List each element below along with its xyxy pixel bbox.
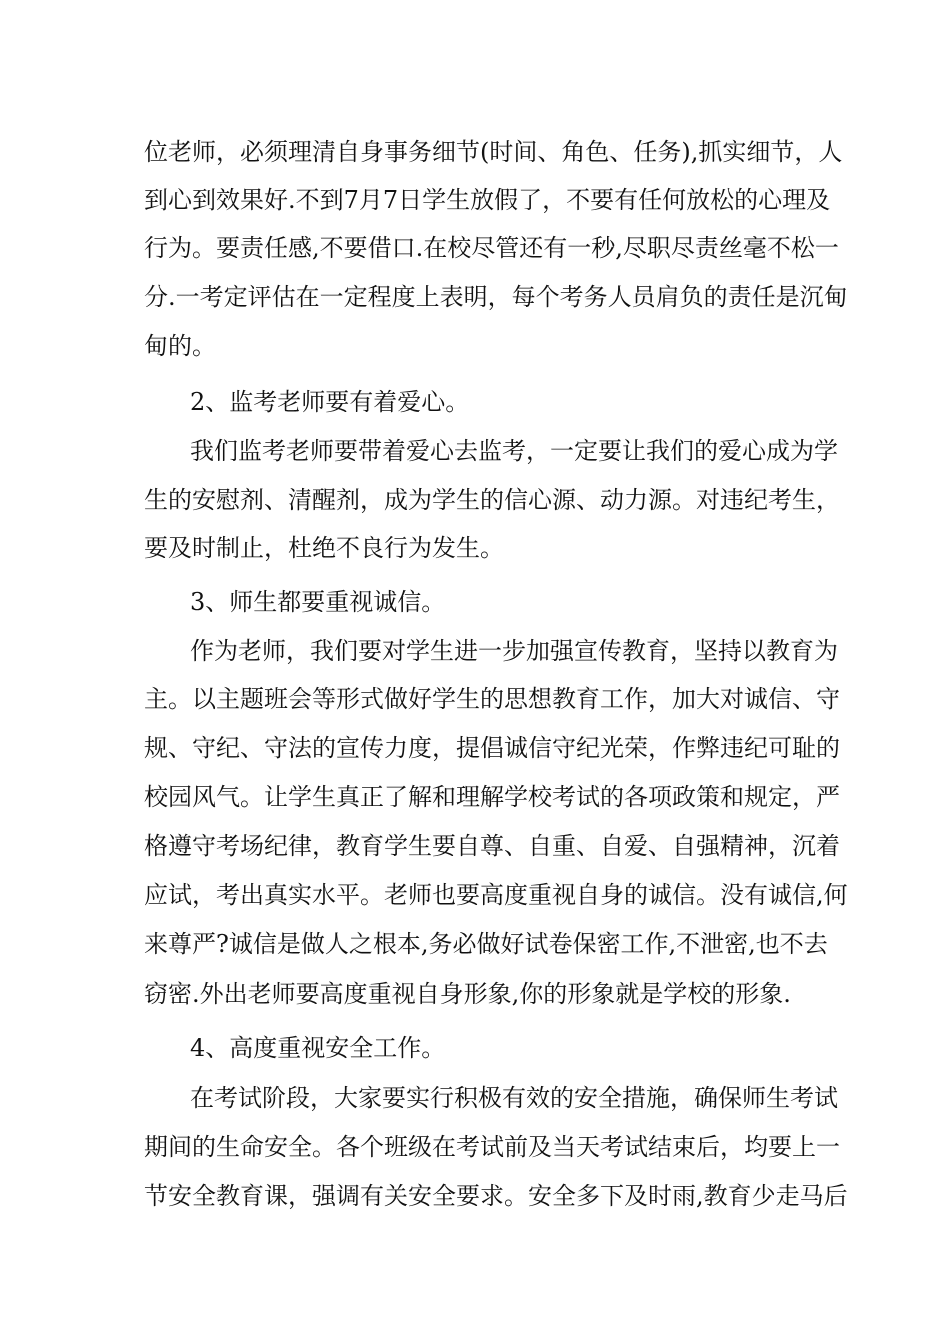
paragraph-line: 窃密.外出老师要高度重视自身形象,你的形象就是学校的形象. <box>144 980 791 1008</box>
section-heading: 2、监考老师要有着爱心。 <box>190 388 470 416</box>
section-heading: 3、师生都要重视诚信。 <box>190 588 446 616</box>
paragraph-line: 应试，考出真实水平。老师也要高度重视自身的诚信。没有诚信,何 <box>144 881 848 909</box>
paragraph-line: 来尊严?诚信是做人之根本,务必做好试卷保密工作,不泄密,也不去 <box>144 930 828 958</box>
paragraph-line: 格遵守考场纪律，教育学生要自尊、自重、自爱、自强精神，沉着 <box>144 832 840 860</box>
paragraph-line: 生的安慰剂、清醒剂，成为学生的信心源、动力源。对违纪考生， <box>144 486 840 514</box>
paragraph-line: 位老师，必须理清自身事务细节(时间、角色、任务),抓实细节，人 <box>144 138 843 166</box>
paragraph-line: 规、守纪、守法的宣传力度，提倡诚信守纪光荣，作弊违纪可耻的 <box>144 734 840 762</box>
paragraph-line: 作为老师，我们要对学生进一步加强宣传教育，坚持以教育为 <box>190 637 838 665</box>
paragraph-line: 在考试阶段，大家要实行积极有效的安全措施，确保师生考试 <box>190 1084 838 1112</box>
paragraph-line: 我们监考老师要带着爱心去监考，一定要让我们的爱心成为学 <box>190 437 838 465</box>
section-heading: 4、高度重视安全工作。 <box>190 1034 446 1062</box>
paragraph-line: 行为。要责任感,不要借口.在校尽管还有一秒,尽职尽责丝毫不松一 <box>144 234 839 262</box>
paragraph-line: 节安全教育课，强调有关安全要求。安全多下及时雨,教育少走马后 <box>144 1182 848 1210</box>
paragraph-line: 甸的。 <box>144 332 216 360</box>
paragraph-line: 到心到效果好.不到7月7日学生放假了，不要有任何放松的心理及 <box>144 186 831 214</box>
paragraph-line: 要及时制止，杜绝不良行为发生。 <box>144 534 504 562</box>
paragraph-line: 主。以主题班会等形式做好学生的思想教育工作，加大对诚信、守 <box>144 685 840 713</box>
paragraph-line: 分.一考定评估在一定程度上表明，每个考务人员肩负的责任是沉甸 <box>144 283 848 311</box>
paragraph-line: 校园风气。让学生真正了解和理解学校考试的各项政策和规定，严 <box>144 783 840 811</box>
paragraph-line: 期间的生命安全。各个班级在考试前及当天考试结束后，均要上一 <box>144 1133 840 1161</box>
